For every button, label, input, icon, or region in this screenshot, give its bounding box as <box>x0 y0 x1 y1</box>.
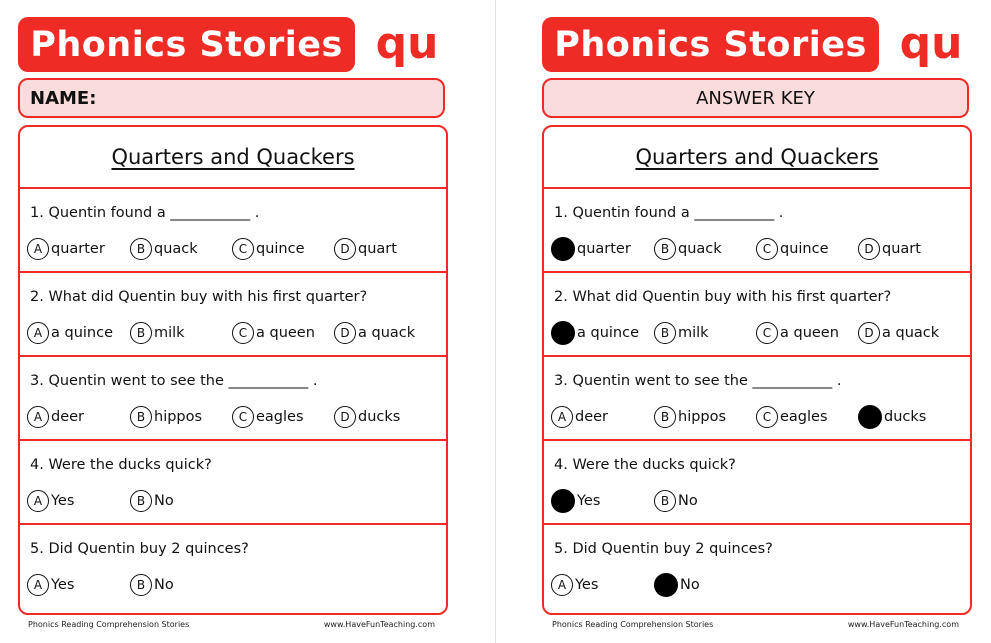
answer-bubble[interactable]: D <box>334 238 356 260</box>
question-4 <box>20 441 446 525</box>
answer-bubble[interactable]: D <box>334 322 356 344</box>
answer-option-text: Yes <box>51 577 75 593</box>
footer-left: Phonics Reading Comprehension Stories <box>552 620 714 629</box>
answer-bubble[interactable]: C <box>756 322 778 344</box>
question-card <box>18 125 448 615</box>
answer-option-d[interactable] <box>334 236 397 262</box>
answer-bubble[interactable]: A <box>551 574 573 596</box>
question-5 <box>20 525 446 609</box>
answer-options <box>551 320 971 346</box>
answer-option-b[interactable] <box>654 488 698 514</box>
answer-option-text: No <box>678 493 698 509</box>
answer-option-c[interactable] <box>232 404 304 430</box>
question-text: 1. Quentin found a ___________ . <box>30 205 260 221</box>
answer-option-a[interactable] <box>27 404 84 430</box>
answer-option-c[interactable] <box>232 320 315 346</box>
answer-option-b[interactable] <box>654 320 709 346</box>
answer-bubble[interactable]: B <box>130 574 152 596</box>
answer-option-a[interactable] <box>27 488 74 514</box>
answer-option-b[interactable] <box>130 572 174 598</box>
question-2 <box>20 273 446 357</box>
answer-bubble[interactable]: B <box>654 238 676 260</box>
answer-option-text: eagles <box>256 409 304 425</box>
answer-option-text: hippos <box>154 409 203 425</box>
answer-option-text: deer <box>51 409 85 425</box>
answer-options <box>27 236 447 262</box>
answer-option-text: a quack <box>882 325 940 341</box>
answer-option-a[interactable] <box>27 320 113 346</box>
answer-option-d[interactable] <box>334 404 400 430</box>
answer-option-text: a quince <box>51 325 114 341</box>
filled-bubble-icon[interactable] <box>654 573 678 597</box>
filled-bubble-icon[interactable] <box>551 237 575 261</box>
answer-bubble[interactable]: B <box>130 490 152 512</box>
answer-option-a[interactable] <box>551 572 598 598</box>
question-text: 5. Did Quentin buy 2 quinces? <box>30 541 249 557</box>
worksheet-sheet <box>15 0 455 643</box>
answer-bubble[interactable]: B <box>130 406 152 428</box>
story-title: Quarters and Quackers <box>635 145 879 169</box>
answer-bubble[interactable]: C <box>232 322 254 344</box>
answer-options <box>551 236 971 262</box>
answer-option-a[interactable] <box>551 236 631 262</box>
story-title: Quarters and Quackers <box>111 145 355 169</box>
phonics-sound: qu <box>899 18 963 69</box>
answer-option-text: quart <box>358 241 397 257</box>
filled-bubble-icon[interactable] <box>858 405 882 429</box>
answer-option-b[interactable] <box>130 320 185 346</box>
answer-options <box>551 488 971 514</box>
answer-option-text: ducks <box>884 409 927 425</box>
answer-bubble[interactable]: A <box>551 406 573 428</box>
question-list <box>20 189 446 609</box>
answer-option-text: quack <box>154 241 198 257</box>
answer-option-text: milk <box>154 325 185 341</box>
question-text: 2. What did Quentin buy with his first quarter? <box>554 289 892 305</box>
answer-bubble[interactable]: C <box>232 238 254 260</box>
name-field[interactable] <box>18 78 445 118</box>
title-banner: Phonics Stories <box>542 17 879 72</box>
filled-bubble-icon[interactable] <box>551 489 575 513</box>
answer-option-text: quince <box>256 241 305 257</box>
name-label: NAME: <box>30 87 97 109</box>
answer-bubble[interactable]: A <box>27 322 49 344</box>
question-text: 5. Did Quentin buy 2 quinces? <box>554 541 773 557</box>
answer-option-text: quarter <box>577 241 631 257</box>
answer-option-a[interactable] <box>27 236 105 262</box>
answer-bubble[interactable]: B <box>130 322 152 344</box>
question-3 <box>544 357 970 441</box>
answer-key-box <box>542 78 969 118</box>
question-text: 3. Quentin went to see the ___________ . <box>30 373 318 389</box>
answer-option-text: deer <box>575 409 609 425</box>
answer-option-text: milk <box>678 325 709 341</box>
question-1 <box>544 189 970 273</box>
answer-option-text: Yes <box>577 493 601 509</box>
answer-option-text: Yes <box>575 577 599 593</box>
question-text: 4. Were the ducks quick? <box>30 457 212 473</box>
answer-bubble[interactable]: D <box>858 322 880 344</box>
question-2 <box>544 273 970 357</box>
answer-option-c[interactable] <box>756 236 829 262</box>
question-3 <box>20 357 446 441</box>
answer-option-a[interactable] <box>27 572 74 598</box>
answer-option-text: hippos <box>678 409 727 425</box>
answer-option-b[interactable] <box>654 572 700 598</box>
answer-option-b[interactable] <box>130 404 202 430</box>
answer-option-d[interactable] <box>858 404 926 430</box>
answer-bubble[interactable]: A <box>27 490 49 512</box>
answer-option-text: quart <box>882 241 921 257</box>
answer-options <box>551 572 971 598</box>
answer-options <box>551 404 971 430</box>
phonics-sound: qu <box>375 18 439 69</box>
answer-option-text: quince <box>780 241 829 257</box>
answer-bubble[interactable]: A <box>27 238 49 260</box>
question-5 <box>544 525 970 609</box>
title-banner: Phonics Stories <box>18 17 355 72</box>
answer-options <box>27 488 447 514</box>
answer-option-text: No <box>154 577 174 593</box>
question-text: 3. Quentin went to see the ___________ . <box>554 373 842 389</box>
answer-bubble[interactable]: C <box>232 406 254 428</box>
story-title-row <box>544 127 970 189</box>
answer-option-b[interactable] <box>130 488 174 514</box>
answer-option-b[interactable] <box>654 236 722 262</box>
footer-left: Phonics Reading Comprehension Stories <box>28 620 190 629</box>
answer-bubble[interactable]: A <box>27 406 49 428</box>
footer-right: www.HaveFunTeaching.com <box>323 620 435 629</box>
answer-option-b[interactable] <box>130 236 198 262</box>
answer-option-c[interactable] <box>232 236 305 262</box>
question-text: 1. Quentin found a ___________ . <box>554 205 784 221</box>
answer-key-label: ANSWER KEY <box>696 87 815 109</box>
footer-right: www.HaveFunTeaching.com <box>847 620 959 629</box>
question-text: 4. Were the ducks quick? <box>554 457 736 473</box>
answer-option-a[interactable] <box>551 404 608 430</box>
question-card <box>542 125 972 615</box>
answer-bubble[interactable]: C <box>756 406 778 428</box>
answer-option-c[interactable] <box>756 320 839 346</box>
answer-option-text: eagles <box>780 409 828 425</box>
answer-option-d[interactable] <box>858 236 921 262</box>
answer-option-text: ducks <box>358 409 401 425</box>
answer-option-text: Yes <box>51 493 75 509</box>
answer-option-text: a queen <box>780 325 839 341</box>
answer-options <box>27 320 447 346</box>
answer-option-b[interactable] <box>654 404 726 430</box>
answer-option-c[interactable] <box>756 404 828 430</box>
answer-options <box>27 404 447 430</box>
question-text: 2. What did Quentin buy with his first quarter? <box>30 289 368 305</box>
answer-option-a[interactable] <box>551 488 600 514</box>
answer-option-text: a quack <box>358 325 416 341</box>
page-divider <box>495 0 496 643</box>
answer-option-text: No <box>154 493 174 509</box>
filled-bubble-icon[interactable] <box>551 321 575 345</box>
answer-bubble[interactable]: A <box>27 574 49 596</box>
answer-option-text: a quince <box>577 325 640 341</box>
answer-options <box>27 572 447 598</box>
answer-option-d[interactable] <box>334 320 415 346</box>
story-title-row <box>20 127 446 189</box>
answer-bubble[interactable]: C <box>756 238 778 260</box>
question-1 <box>20 189 446 273</box>
question-4 <box>544 441 970 525</box>
answer-option-a[interactable] <box>551 320 639 346</box>
answer-option-text: No <box>680 577 700 593</box>
answer-option-text: quack <box>678 241 722 257</box>
answer-bubble[interactable]: D <box>858 238 880 260</box>
answer-bubble[interactable]: B <box>654 406 676 428</box>
answer-bubble[interactable]: B <box>654 490 676 512</box>
answer-option-text: quarter <box>51 241 105 257</box>
question-list <box>544 189 970 609</box>
answer-option-text: a queen <box>256 325 315 341</box>
answer-bubble[interactable]: B <box>130 238 152 260</box>
answer-bubble[interactable]: D <box>334 406 356 428</box>
answer-key-sheet <box>539 0 979 643</box>
answer-bubble[interactable]: B <box>654 322 676 344</box>
answer-option-d[interactable] <box>858 320 939 346</box>
